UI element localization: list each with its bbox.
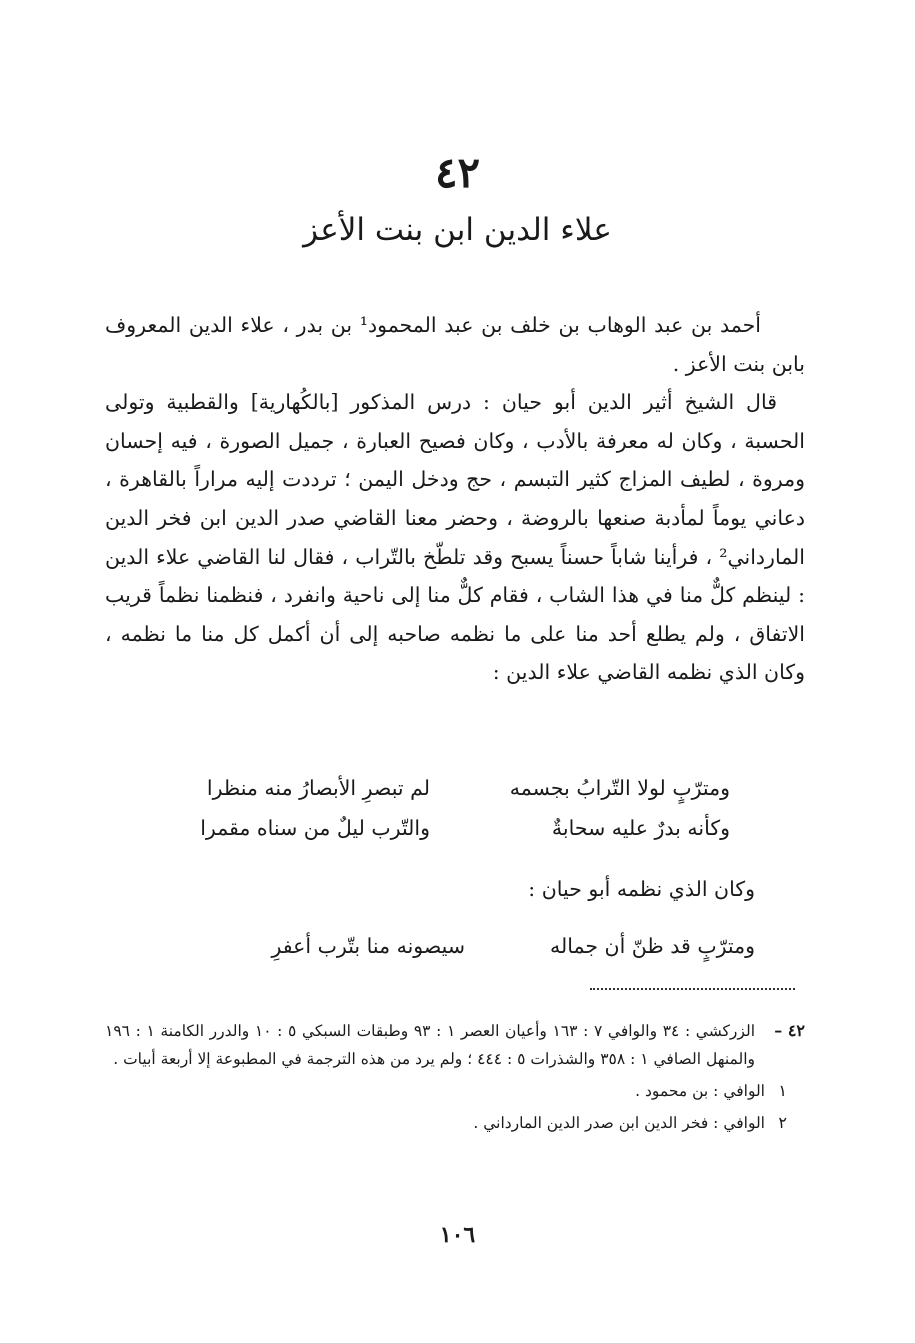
footnote-text: الوافي : بن محمود . bbox=[635, 1082, 765, 1100]
footnote-1 bbox=[105, 1077, 805, 1105]
verse-judge-alaa-al-din bbox=[170, 768, 730, 848]
verse-first-hemistich: ومترّبٍ قد ظنّ أن جماله bbox=[550, 934, 755, 958]
footnote-2 bbox=[105, 1109, 805, 1137]
chapter-number: ٤٢ bbox=[434, 148, 481, 197]
body-text bbox=[105, 306, 805, 692]
paragraph-biography: قال الشيخ أثير الدين أبو حيان : درس المذكور [بالكُهارية] والقطبية وتولى الحسبة ، وكان له معرفة بالأدب ، وكان فصيح العبارة ، جميل الصورة ، فيه إحسان ومروة ، لطيف المزاج كثير التبسم ، حج ودخل اليمن ؛ ترددت إليه مراراً بالقاهرة ، دعاني يوماً لمأدبة صنعها بالروضة ، وحضر معنا القاضي صدر الدين ابن فخر الدين المارداني² ، فرأينا شاباً حسناً يسبح وقد تلطّخ بالتّراب ، فقال لنا القاضي علاء الدين : لينظم كلٌّ منا في هذا الشاب ، فقام كلٌّ منا إلى ناحية وانفرد ، فنظمنا نظماً قريب الاتفاق ، ولم يطلع أحد منا على ما نظمه صاحبه إلى أن أكمل كل منا ما نظمه ، وكان الذي نظمه القاضي علاء الدين : bbox=[105, 390, 805, 685]
footnote-number: ١ bbox=[778, 1081, 787, 1100]
verse-second-hemistich: لم تبصرِ الأبصارُ منه منظرا bbox=[206, 776, 430, 800]
verse-abu-hayyan bbox=[175, 926, 755, 966]
verse-second-hemistich: والتّرب ليلٌ من سناه مقمرا bbox=[200, 816, 430, 840]
verse-first-hemistich: وكأنه بدرٌ عليه سحابةٌ bbox=[551, 816, 730, 840]
footnote-separator bbox=[590, 988, 795, 990]
footnote-text: الزركشي : ٣٤ والوافي ٧ : ١٦٣ وأعيان العصر ١ : ٩٣ وطبقات السبكي ٥ : ١٠ والدرر الكامنة ١ : ١٩٦ والمنهل الصافي ١ : ٣٥٨ والشذرات ٥ : ٤٤٤ ؛ ولم يرد من هذه الترجمة في المطبوعة إلا أربعة أبيات . bbox=[105, 1022, 755, 1068]
page-number: ١٠٦ bbox=[439, 1222, 476, 1248]
verse-line bbox=[170, 768, 730, 808]
paragraph-name-lineage: أحمد بن عبد الوهاب بن خلف بن عبد المحمود¹ بن بدر ، علاء الدين المعروف بابن بنت الأعز . bbox=[105, 313, 805, 376]
footnote-number: ٢ bbox=[778, 1113, 787, 1132]
footnote-main bbox=[105, 1017, 805, 1073]
verse-intro-abu-hayyan: وكان الذي نظمه أبو حيان : bbox=[528, 877, 755, 901]
footnote-number: ٤٢ – bbox=[774, 1021, 805, 1040]
verse-second-hemistich: سيصونه منا بتّرب أعفرِ bbox=[271, 934, 465, 958]
chapter-title: علاء الدين ابن بنت الأعز bbox=[303, 212, 612, 248]
footnote-text: الوافي : فخر الدين ابن صدر الدين المارداني . bbox=[473, 1114, 765, 1132]
footnotes bbox=[105, 1017, 805, 1137]
verse-first-hemistich: ومترّبٍ لولا التّرابُ بجسمه bbox=[509, 776, 730, 800]
verse-line bbox=[170, 808, 730, 848]
verse-line bbox=[175, 926, 755, 966]
